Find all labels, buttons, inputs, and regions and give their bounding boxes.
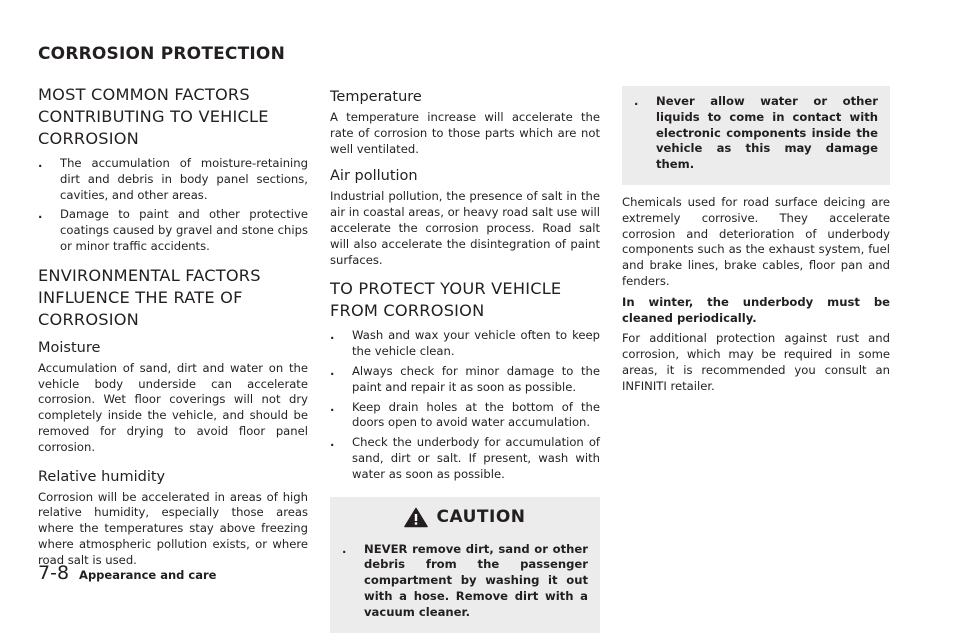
additional-protection-paragraph: For additional protection against rust and corrosion, which may be required in some areas, it is recommended you consult an INFINITI retailer. (622, 331, 890, 393)
caution-list-continued (634, 94, 878, 173)
list-item: . The accumulation of moisture-retaining dirt and debris in body panel sections, cavities, and other areas. (38, 156, 308, 202)
heading-environmental-factors: ENVIRONMENTAL FACTORS INFLUENCE THE RATE OF CORROSION (38, 265, 261, 329)
caution-box (330, 497, 600, 633)
chemicals-paragraph: Chemicals used for road surface deicing are extremely corrosive. They accelerate corrosion and deterioration of underbody components such as the exhaust system, fuel and brake lines, brake cables, floor pan and fenders. (622, 194, 890, 288)
page-number: 7-8 (38, 562, 70, 584)
humidity-paragraph: Corrosion will be accelerated in areas of high relative humidity, especially those areas where the temperatures stay above freezing where atmospheric pollution exists, or where road salt is used. (38, 489, 308, 567)
list-item: . Check the underbody for accumulation of sand, dirt or salt. If present, wash with water as soon as possible. (330, 435, 600, 481)
caution-title: CAUTION (436, 507, 526, 528)
section-name: Appearance and care (79, 568, 217, 582)
bullet: . (38, 156, 43, 170)
bullet: . (330, 435, 335, 450)
bullet: . (634, 94, 639, 108)
warning-icon (404, 507, 428, 528)
list-item: . Damage to paint and other protective coatings caused by gravel and stone chips or minor traffic accidents. (38, 207, 308, 253)
page-footer (38, 562, 216, 584)
protect-list (330, 328, 600, 482)
heading-temperature: Temperature (330, 89, 422, 105)
heading-common-factors: MOST COMMON FACTORS CONTRIBUTING TO VEHICLE CORROSION (38, 85, 269, 148)
heading-moisture: Moisture (38, 339, 101, 356)
factors-list (38, 156, 308, 255)
bullet: . (330, 399, 335, 414)
column-2 (330, 84, 600, 633)
column-1 (38, 84, 308, 574)
bullet: . (330, 328, 335, 343)
caution-item: . Never allow water or other liquids to come in contact with electronic components inside the vehicle as this may damage them. (634, 94, 878, 172)
heading-protect-vehicle: TO PROTECT YOUR VEHICLE FROM CORROSION (330, 279, 562, 321)
caution-header (342, 507, 588, 528)
bullet: . (342, 541, 347, 556)
bullet: . (38, 207, 43, 222)
list-item: . Always check for minor damage to the paint and repair it as soon as possible. (330, 363, 600, 394)
pollution-paragraph: Industrial pollution, the presence of salt in the air in coastal areas, or heavy road salt use will accelerate the corrosion process. Road salt will also accelerate the disintegration of paint surfaces. (330, 189, 600, 267)
bullet: . (330, 363, 335, 378)
caution-box-continued (622, 86, 890, 185)
caution-list (342, 542, 588, 621)
moisture-paragraph: Accumulation of sand, dirt and water on the vehicle body underside can accelerate corrosion. Wet floor coverings will not dry completely inside the vehicle, and should be removed for drying to avoid floor panel corrosion. (38, 360, 308, 454)
page-title: CORROSION PROTECTION (38, 44, 286, 64)
caution-item: . NEVER remove dirt, sand or other debris from the passenger compartment by washing it out with a hose. Remove dirt with a vacuum cleaner. (342, 541, 588, 619)
heading-relative-humidity: Relative humidity (38, 468, 166, 485)
column-3 (622, 84, 890, 400)
list-item: . Keep drain holes at the bottom of the doors open to avoid water accumulation. (330, 399, 600, 430)
temperature-paragraph: A temperature increase will accelerate the rate of corrosion to those parts which are not well ventilated. (330, 110, 600, 156)
winter-paragraph: In winter, the underbody must be cleaned periodically. (622, 294, 890, 325)
heading-air-pollution: Air pollution (330, 168, 418, 185)
list-item: . Wash and wax your vehicle often to keep the vehicle clean. (330, 328, 600, 359)
